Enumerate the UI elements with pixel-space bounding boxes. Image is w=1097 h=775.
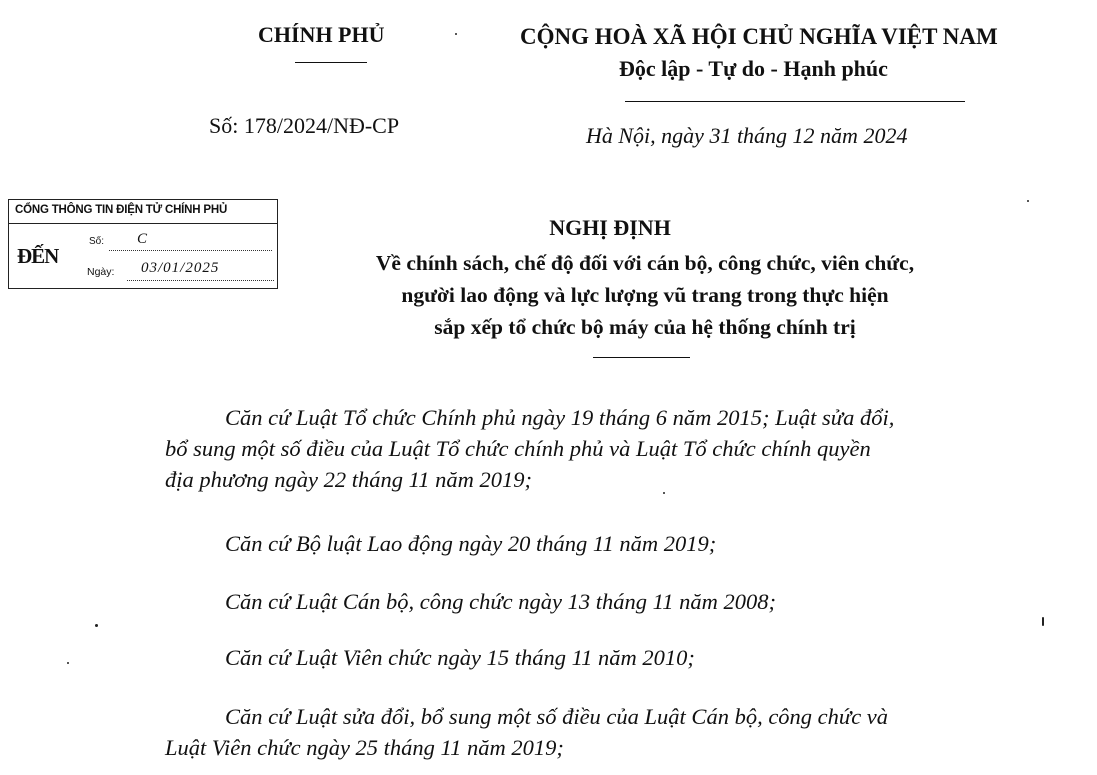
subject-line: sắp xếp tổ chức bộ máy của hệ thống chính trị [434, 315, 856, 339]
scan-speck [95, 624, 98, 627]
preamble-line: Căn cứ Bộ luật Lao động ngày 20 tháng 11 năm 2019; [225, 531, 717, 556]
motto-underline [625, 101, 965, 102]
subject-underline [593, 357, 690, 358]
national-title: CỘNG HOÀ XÃ HỘI CHỦ NGHĨA VIỆT NAM [520, 24, 998, 49]
issuing-authority: CHÍNH PHỦ [258, 22, 385, 47]
received-stamp [8, 199, 278, 289]
subject-line: người lao động và lực lượng vũ trang trong thực hiện [401, 283, 889, 307]
preamble-line: Luật Viên chức ngày 25 tháng 11 năm 2019; [165, 735, 564, 760]
stamp-title: CỔNG THÔNG TIN ĐIỆN TỬ CHÍNH PHỦ [15, 204, 228, 216]
preamble-paragraph [165, 528, 1065, 559]
preamble-paragraph [165, 701, 1065, 763]
document-subject [295, 247, 995, 343]
stamp-number-dotted-line [109, 250, 272, 251]
preamble-paragraph [165, 642, 1065, 673]
document-type: NGHỊ ĐỊNH [549, 215, 671, 240]
scan-speck [663, 492, 665, 494]
stamp-number-value: C [137, 231, 148, 247]
scan-speck [1042, 617, 1044, 626]
issuer-underline [295, 62, 367, 63]
preamble-line: địa phương ngày 22 tháng 11 năm 2019; [165, 467, 532, 492]
scan-speck [67, 662, 69, 664]
stamp-divider [8, 223, 278, 224]
preamble-line: Căn cứ Luật Tổ chức Chính phủ ngày 19 tháng 6 năm 2015; Luật sửa đổi, [225, 405, 895, 430]
preamble-line: Căn cứ Luật sửa đổi, bổ sung một số điều của Luật Cán bộ, công chức và [225, 704, 889, 729]
document-number: Số: 178/2024/NĐ-CP [209, 113, 400, 138]
preamble-paragraph [165, 402, 1065, 495]
scan-speck [1027, 200, 1029, 202]
scan-speck [455, 33, 457, 35]
preamble-line: bổ sung một số điều của Luật Tổ chức chính phủ và Luật Tổ chức chính quyền [165, 436, 871, 461]
preamble-line: Căn cứ Luật Cán bộ, công chức ngày 13 tháng 11 năm 2008; [225, 589, 776, 614]
preamble-line: Căn cứ Luật Viên chức ngày 15 tháng 11 năm 2010; [225, 645, 695, 670]
stamp-number-label: Số: [89, 236, 105, 247]
place-and-date: Hà Nội, ngày 31 tháng 12 năm 2024 [586, 123, 908, 148]
subject-line: Về chính sách, chế độ đối với cán bộ, công chức, viên chức, [375, 251, 915, 275]
stamp-received-label: ĐẾN [17, 244, 59, 268]
national-motto: Độc lập - Tự do - Hạnh phúc [619, 56, 888, 81]
stamp-date-dotted-line [127, 280, 274, 281]
stamp-date-value: 03/01/2025 [141, 260, 220, 276]
preamble-paragraph [165, 586, 1065, 617]
stamp-date-label: Ngày: [87, 266, 115, 278]
